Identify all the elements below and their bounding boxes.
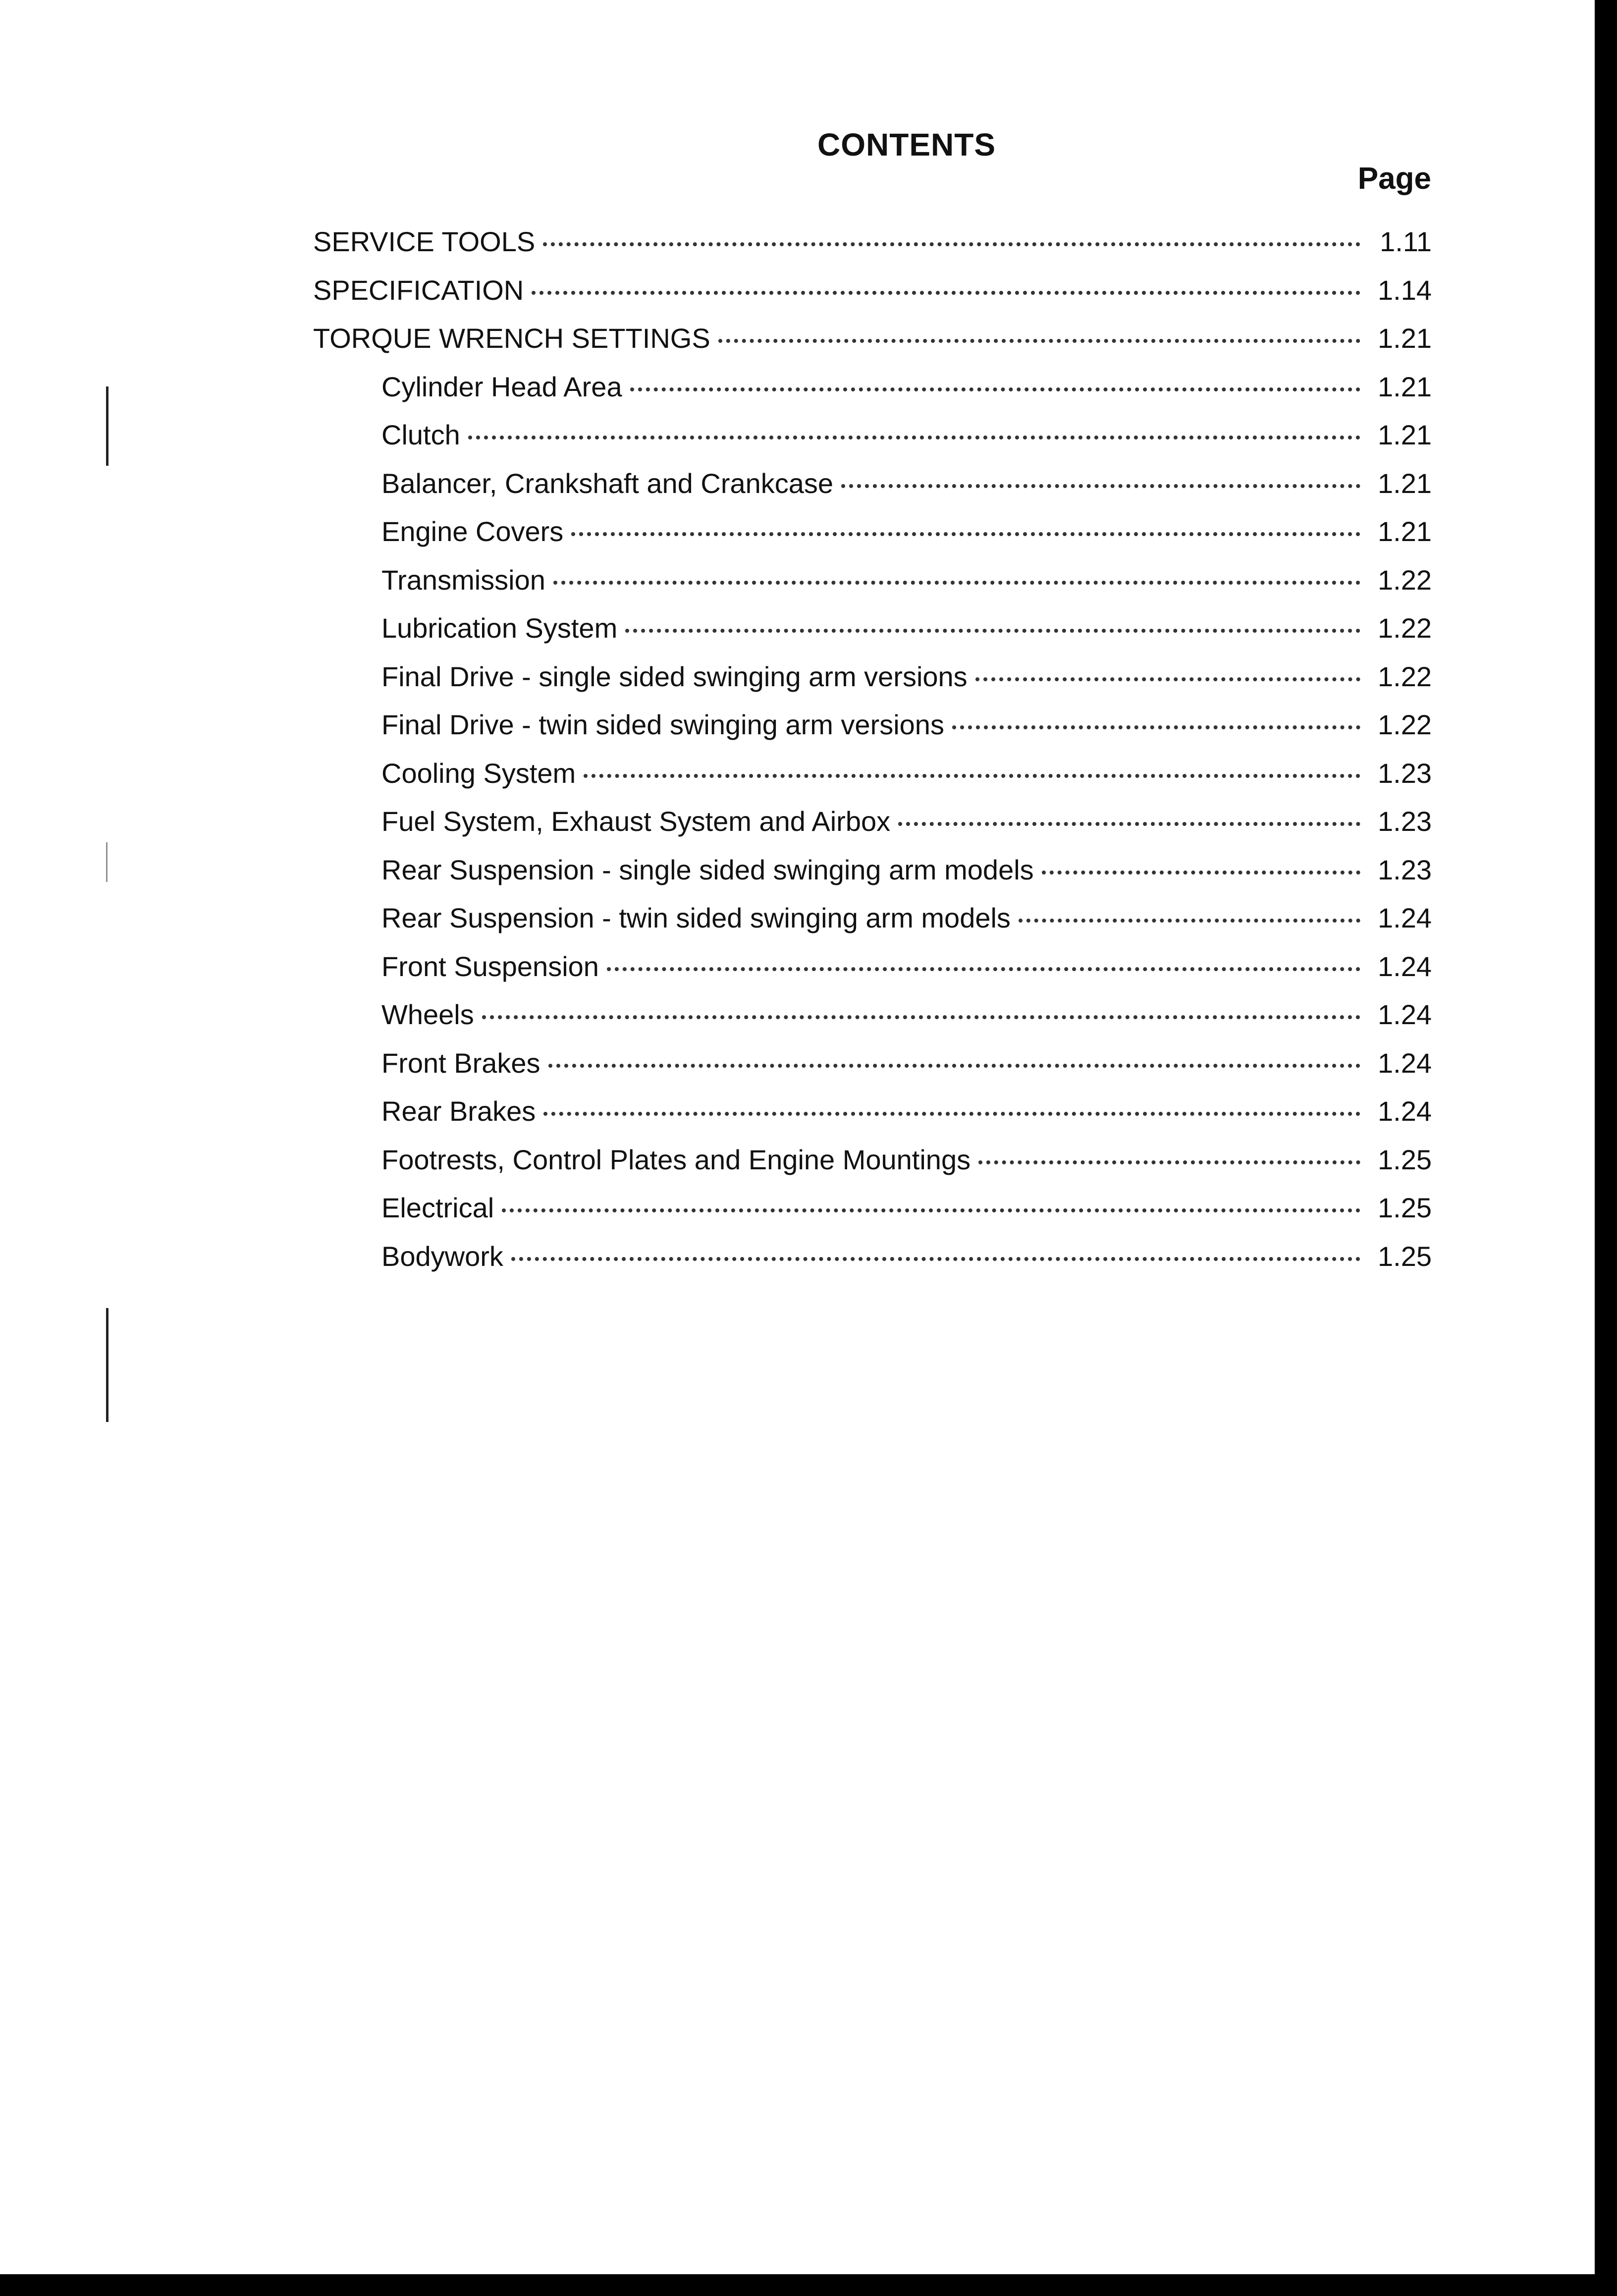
dot-leader <box>718 339 1360 343</box>
dot-leader <box>625 629 1360 633</box>
dot-leader <box>1042 871 1360 875</box>
toc-entry-page-number: 1.25 <box>1378 1144 1432 1175</box>
toc-entry <box>313 225 1432 274</box>
toc-entry <box>313 902 1432 950</box>
dot-leader <box>468 436 1360 439</box>
toc-entry-page-number: 1.24 <box>1378 1047 1432 1079</box>
contents-title: CONTENTS <box>817 127 996 163</box>
dot-leader <box>543 1112 1360 1116</box>
toc-entry-label: Footrests, Control Plates and Engine Mountings <box>381 1144 971 1175</box>
toc-entry <box>313 757 1432 806</box>
toc-entry-label: Front Suspension <box>381 950 599 982</box>
toc-entry-label: Final Drive - twin sided swinging arm versions <box>381 709 944 740</box>
toc-entry-label: SPECIFICATION <box>313 274 524 306</box>
dot-leader <box>841 484 1360 488</box>
toc-entry <box>313 564 1432 612</box>
dot-leader <box>502 1208 1360 1212</box>
toc-entry-page-number: 1.21 <box>1378 323 1432 354</box>
dot-leader <box>532 291 1360 295</box>
scan-mark <box>106 386 108 466</box>
toc-entry-page-number: 1.24 <box>1378 902 1432 933</box>
toc-entry-label: Front Brakes <box>381 1047 540 1079</box>
page-column-heading: Page <box>1357 162 1431 196</box>
toc-entry-label: Cylinder Head Area <box>381 371 622 402</box>
scan-mark <box>106 1308 108 1422</box>
toc-entry <box>313 854 1432 902</box>
toc-entry <box>313 709 1432 757</box>
scan-mark <box>106 842 108 882</box>
toc-entry <box>313 419 1432 467</box>
toc-entry <box>313 1047 1432 1095</box>
toc-entry <box>313 805 1432 854</box>
toc-entry-label: Balancer, Crankshaft and Crankcase <box>381 467 834 499</box>
toc-entry-label: Cooling System <box>381 757 576 789</box>
toc-entry-label: Electrical <box>381 1192 494 1223</box>
dot-leader <box>1019 919 1360 923</box>
toc-entry-label: Lubrication System <box>381 612 618 644</box>
toc-entry <box>313 950 1432 999</box>
dot-leader <box>584 774 1360 778</box>
toc-entry <box>313 1144 1432 1192</box>
toc-entry-label: Wheels <box>381 999 474 1030</box>
dot-leader <box>607 967 1360 971</box>
toc-entry <box>313 1095 1432 1144</box>
toc-entry-page-number: 1.14 <box>1378 274 1432 306</box>
toc-entry-label: Final Drive - single sided swinging arm versions <box>381 660 968 692</box>
toc-entry <box>313 660 1432 709</box>
toc-entry-page-number: 1.25 <box>1378 1192 1432 1223</box>
toc-entry-page-number: 1.23 <box>1378 854 1432 885</box>
toc-entry-page-number: 1.22 <box>1378 660 1432 692</box>
toc-entry <box>313 515 1432 564</box>
toc-entry <box>313 322 1432 371</box>
toc-entry-label: Rear Suspension - single sided swinging arm models <box>381 854 1034 885</box>
toc-entry <box>313 371 1432 419</box>
toc-entry-page-number: 1.21 <box>1378 516 1432 547</box>
toc-entry-label: Rear Suspension - twin sided swinging arm models <box>381 902 1011 933</box>
toc-entry-label: Engine Covers <box>381 516 564 547</box>
toc-entry-page-number: 1.25 <box>1378 1240 1432 1272</box>
toc-entry-page-number: 1.22 <box>1378 709 1432 740</box>
toc-entry <box>313 1240 1432 1289</box>
toc-entry <box>313 998 1432 1047</box>
toc-entry-label: Clutch <box>381 419 460 450</box>
toc-entry-label: Transmission <box>381 564 545 596</box>
toc-entry-label: TORQUE WRENCH SETTINGS <box>313 323 710 354</box>
toc-entry-page-number: 1.23 <box>1378 757 1432 789</box>
toc-entry-page-number: 1.11 <box>1380 226 1432 257</box>
dot-leader <box>553 581 1360 585</box>
toc-entry <box>313 467 1432 516</box>
dot-leader <box>571 532 1360 536</box>
dot-leader <box>975 677 1360 681</box>
dot-leader <box>630 387 1360 391</box>
dot-leader <box>511 1257 1360 1261</box>
dot-leader <box>898 822 1360 826</box>
dot-leader <box>978 1160 1360 1164</box>
toc-entry-page-number: 1.24 <box>1378 950 1432 982</box>
dot-leader <box>952 725 1360 729</box>
toc-entry-page-number: 1.22 <box>1378 564 1432 596</box>
toc-entry <box>313 1192 1432 1240</box>
dot-leader <box>543 242 1360 246</box>
toc-entry-page-number: 1.24 <box>1378 999 1432 1030</box>
toc-entry-page-number: 1.21 <box>1378 467 1432 499</box>
toc-entry-label: SERVICE TOOLS <box>313 226 536 257</box>
toc-entry-page-number: 1.23 <box>1378 806 1432 837</box>
toc-entry-label: Bodywork <box>381 1240 503 1272</box>
toc-entry-label: Rear Brakes <box>381 1095 536 1127</box>
dot-leader <box>548 1064 1360 1068</box>
toc-entry-page-number: 1.22 <box>1378 612 1432 644</box>
toc-entry <box>313 612 1432 660</box>
toc-entry-page-number: 1.21 <box>1378 371 1432 402</box>
toc-entry-label: Fuel System, Exhaust System and Airbox <box>381 806 891 837</box>
toc-entry-page-number: 1.21 <box>1378 419 1432 450</box>
toc-entry-page-number: 1.24 <box>1378 1095 1432 1127</box>
table-of-contents <box>313 225 1432 1288</box>
dot-leader <box>482 1015 1360 1019</box>
toc-entry <box>313 274 1432 323</box>
